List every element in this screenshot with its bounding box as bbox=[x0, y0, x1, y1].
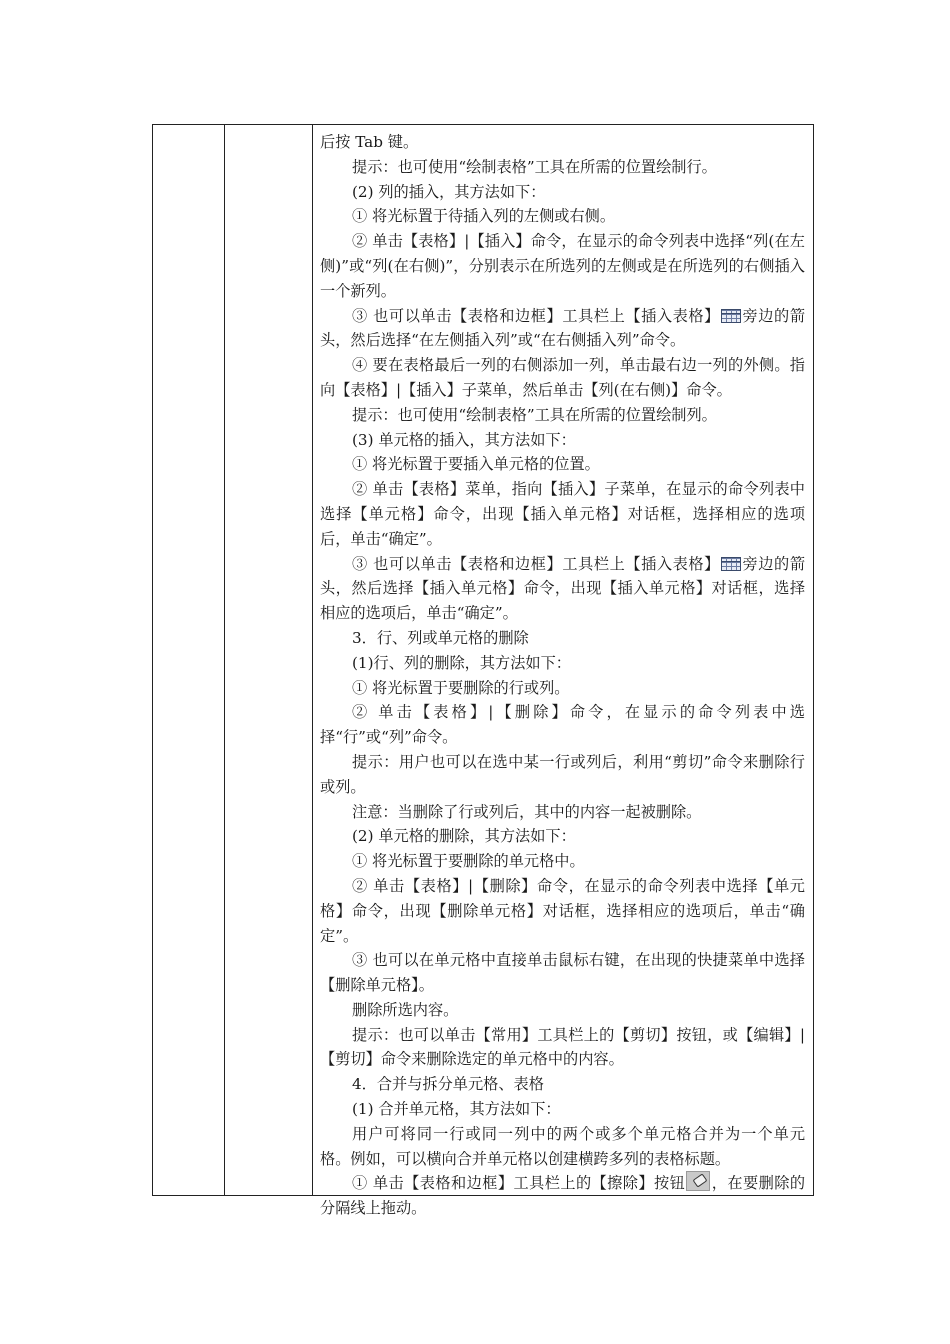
paragraph bbox=[320, 353, 805, 403]
paragraph bbox=[320, 130, 805, 155]
paragraph-text: (3) 单元格的插入，其方法如下： bbox=[352, 430, 576, 449]
paragraph bbox=[320, 849, 805, 874]
paragraph bbox=[320, 998, 805, 1023]
paragraph bbox=[320, 229, 805, 303]
paragraph-text: 4．合并与拆分单元格、表格 bbox=[352, 1075, 544, 1094]
paragraph-text: ③ 也可以单击【表格和边框】工具栏上【插入表格】 bbox=[352, 306, 720, 325]
eraser-icon bbox=[686, 1171, 710, 1191]
paragraph bbox=[320, 626, 805, 651]
table-content-cell bbox=[313, 125, 813, 1218]
paragraph-text: ② 单击【表格】|【删除】命令，在显示的命令列表中选择“行”或“列”命令。 bbox=[320, 703, 805, 747]
paragraph-text: ① 将光标置于待插入列的左侧或右侧。 bbox=[352, 207, 616, 226]
paragraph bbox=[320, 1072, 805, 1097]
paragraph-text: ① 将光标置于要删除的行或列。 bbox=[352, 678, 570, 697]
paragraph bbox=[320, 948, 805, 998]
document-table bbox=[152, 124, 814, 1218]
paragraph-text: ③ 也可以在单元格中直接单击鼠标右键，在出现的快捷菜单中选择【删除单元格】。 bbox=[320, 951, 805, 995]
paragraph-text: 3．行、列或单元格的删除 bbox=[352, 628, 529, 647]
paragraph-text: (2) 单元格的删除，其方法如下： bbox=[352, 827, 576, 846]
paragraph bbox=[320, 651, 805, 676]
paragraph-text: 提示：也可使用“绘制表格”工具在所需的位置绘制列。 bbox=[352, 405, 717, 424]
insert-table-icon bbox=[721, 309, 741, 323]
paragraph-text: 提示：用户也可以在选中某一行或列后，利用“剪切”命令来删除行或列。 bbox=[320, 752, 805, 796]
paragraph-text: ① 将光标置于要删除的单元格中。 bbox=[352, 852, 585, 871]
table-column-empty-middle bbox=[225, 125, 313, 1195]
insert-table-icon bbox=[721, 557, 741, 571]
paragraph-text: 提示：也可以单击【常用】工具栏上的【剪切】按钮，或【编辑】|【剪切】命令来删除选定的单元格中的内容。 bbox=[320, 1025, 805, 1069]
paragraph-text: (1) 合并单元格，其方法如下： bbox=[352, 1100, 561, 1119]
paragraph bbox=[320, 452, 805, 477]
paragraph-text: 删除所选内容。 bbox=[352, 1000, 459, 1019]
paragraph-text: ① 单击【表格和边框】工具栏上的【擦除】按钮 bbox=[352, 1174, 686, 1193]
paragraph bbox=[320, 477, 805, 551]
paragraph-text: (2) 列的插入，其方法如下： bbox=[352, 182, 546, 201]
paragraph-text: (1)行、列的删除，其方法如下： bbox=[352, 653, 571, 672]
paragraph bbox=[320, 750, 805, 800]
paragraph bbox=[320, 403, 805, 428]
paragraph bbox=[320, 700, 805, 750]
paragraph bbox=[320, 824, 805, 849]
paragraph bbox=[320, 204, 805, 229]
paragraph bbox=[320, 800, 805, 825]
paragraph bbox=[320, 676, 805, 701]
paragraph bbox=[320, 1171, 805, 1221]
paragraph bbox=[320, 304, 805, 354]
paragraph bbox=[320, 155, 805, 180]
paragraph bbox=[320, 1097, 805, 1122]
paragraph-text: ② 单击【表格】|【插入】命令，在显示的命令列表中选择“列(在左侧)”或“列(在右侧)”，分别表示在所选列的左侧或是在所选列的右侧插入一个新列。 bbox=[320, 232, 805, 300]
paragraph bbox=[320, 874, 805, 948]
paragraph-text: 旁边的箭头，然后选择【插入单元格】命令，出现【插入单元格】对话框，选择相应的选项后，单击“确定”。 bbox=[320, 554, 806, 623]
paragraph-text: ① 将光标置于要插入单元格的位置。 bbox=[352, 455, 600, 474]
paragraph-text: 旁边的箭头，然后选择“在左侧插入列”或“在右侧插入列”命令。 bbox=[320, 306, 806, 350]
paragraph-text: 提示：也可使用“绘制表格”工具在所需的位置绘制行。 bbox=[352, 157, 717, 176]
paragraph-text: ② 单击【表格】菜单，指向【插入】子菜单，在显示的命令列表中选择【单元格】命令，出现【插入单元格】对话框，选择相应的选项后，单击“确定”。 bbox=[320, 480, 805, 548]
paragraph bbox=[320, 428, 805, 453]
paragraph bbox=[320, 1023, 805, 1073]
paragraph-text: 注意：当删除了行或列后，其中的内容一起被删除。 bbox=[352, 802, 702, 821]
table-column-empty-left bbox=[153, 125, 225, 1195]
paragraph-text: ④ 要在表格最后一列的右侧添加一列，单击最右边一列的外侧。指向【表格】|【插入】子菜单，然后单击【列(在右侧)】命令。 bbox=[320, 356, 805, 399]
paragraph bbox=[320, 552, 805, 626]
paragraph-text: 用户可将同一行或同一列中的两个或多个单元格合并为一个单元格。例如，可以横向合并单元格以创建横跨多列的表格标题。 bbox=[320, 1124, 805, 1168]
paragraph-text: ③ 也可以单击【表格和边框】工具栏上【插入表格】 bbox=[352, 554, 720, 573]
paragraph-text: ② 单击【表格】|【删除】命令，在显示的命令列表中选择【单元格】命令，出现【删除单元格】对话框，选择相应的选项后，单击“确定”。 bbox=[320, 876, 805, 945]
paragraph bbox=[320, 180, 805, 205]
paragraph-text: 后按 Tab 键。 bbox=[320, 133, 419, 151]
paragraph-text: ，在要删除的分隔线上拖动。 bbox=[320, 1174, 806, 1218]
paragraph bbox=[320, 1122, 805, 1172]
